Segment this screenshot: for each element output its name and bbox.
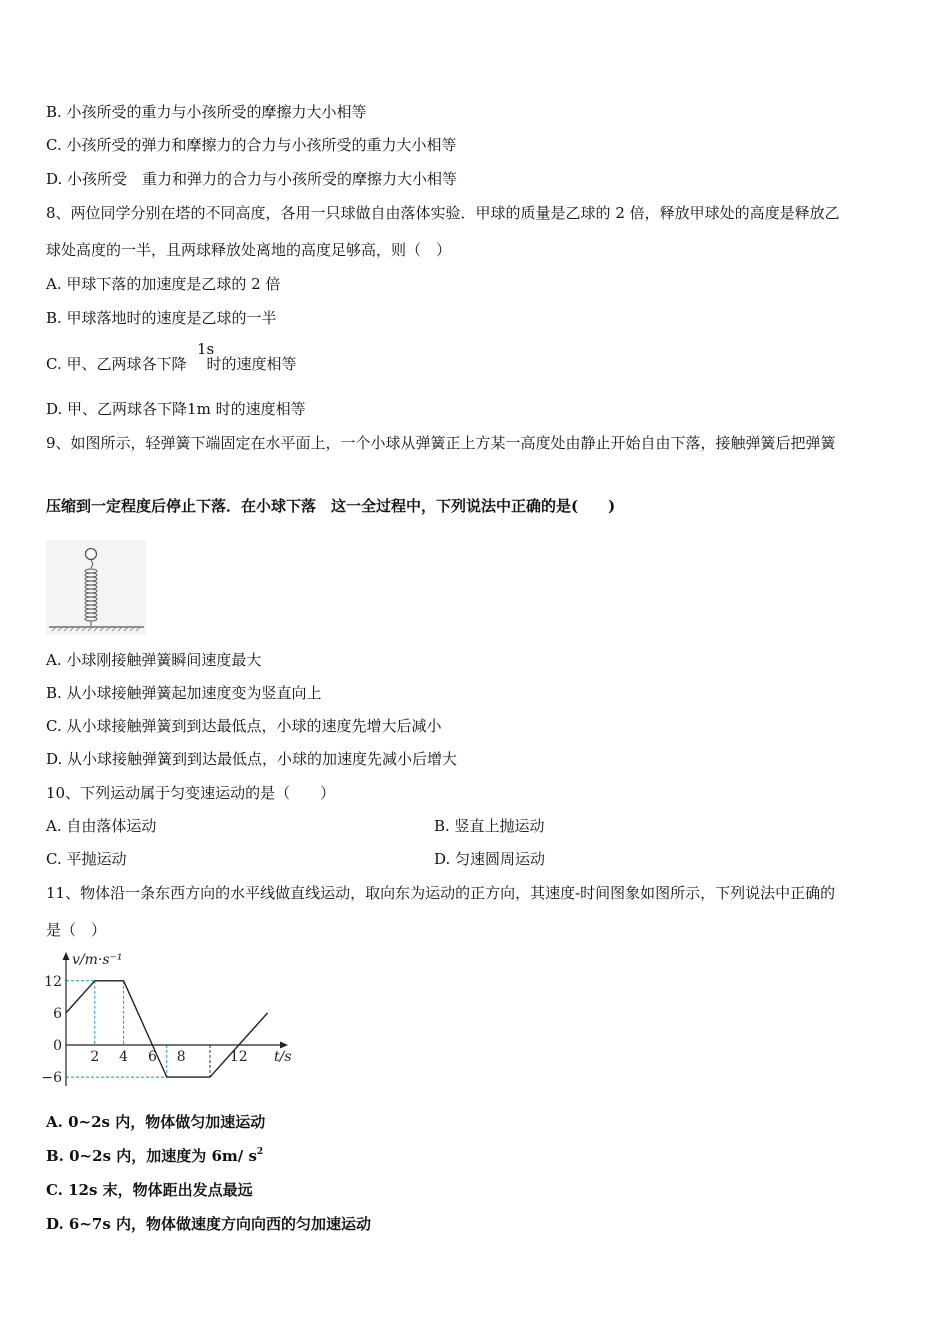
- q8-option-d: D. 甲、乙两球各下降1m 时的速度相等: [46, 400, 306, 418]
- x-tick-label: 6: [147, 1049, 157, 1065]
- q11-option-d: D. 6~7s 内，物体做速度方向向西的匀加速运动: [46, 1215, 372, 1233]
- q7-option-c: C. 小孩所受的弹力和摩擦力的合力与小孩所受的重力大小相等: [46, 136, 457, 154]
- q8-option-a: A. 甲球下落的加速度是乙球的 2 倍: [46, 275, 281, 293]
- q8-stem-line2: 球处高度的一半，且两球释放处离地的高度足够高，则（ ）: [46, 241, 452, 259]
- q10-stem: 10、下列运动属于匀变速运动的是（ ）: [46, 784, 336, 802]
- x-axis-label: t/s: [274, 1049, 292, 1065]
- q8-option-c: [46, 354, 297, 374]
- q9-stem-line2: 压缩到一定程度后停止下落．在小球下落 这一全过程中，下列说法中正确的是( ): [46, 497, 616, 515]
- q11-option-a: A. 0~2s 内，物体做匀加速运动: [46, 1113, 266, 1131]
- y-tick-label: −6: [41, 1070, 62, 1087]
- q8-stem-line1: 8、两位同学分别在塔的不同高度，各用一只球做自由落体实验．甲球的质量是乙球的 2 倍，释放甲球处的高度是释放乙: [46, 204, 840, 222]
- q9-option-a: A. 小球刚接触弹簧瞬间速度最大: [46, 651, 262, 669]
- q11-option-b: [46, 1146, 263, 1166]
- q8-option-c-unit: 1s: [197, 340, 215, 358]
- y-axis-label: v/m·s⁻¹: [72, 952, 123, 968]
- q8-option-c-pre: C. 甲、乙两球各下降: [46, 355, 187, 373]
- q9-option-c: C. 从小球接触弹簧到到达最低点，小球的速度先增大后减小: [46, 717, 442, 735]
- velocity-time-graph: [40, 946, 300, 1096]
- x-tick-label: 2: [90, 1049, 100, 1065]
- y-axis-arrow: [63, 952, 70, 960]
- x-tick-label: 8: [176, 1049, 186, 1065]
- q9-option-b: B. 从小球接触弹簧起加速度变为竖直向上: [46, 684, 322, 702]
- q10-option-a: A. 自由落体运动: [46, 817, 157, 835]
- x-tick-label: 4: [119, 1049, 129, 1065]
- x-axis-arrow: [280, 1042, 288, 1049]
- q11-option-c: C. 12s 末，物体距出发点最远: [46, 1181, 253, 1199]
- q9-option-d: D. 从小球接触弹簧到到达最低点，小球的加速度先减小后增大: [46, 750, 458, 768]
- q11-stem-line1: 11、物体沿一条东西方向的水平线做直线运动，取向东为运动的正方向，其速度-时间图象如图所示，下列说法中正确的: [46, 884, 836, 902]
- y-tick-label: 12: [44, 973, 62, 990]
- y-tick-label: 0: [53, 1038, 62, 1054]
- q11-option-b-text: B. 0~2s 内，加速度为 6m/ s: [46, 1147, 257, 1165]
- q11-stem-line2: 是（ ）: [46, 921, 107, 939]
- q10-option-b: B. 竖直上抛运动: [434, 817, 545, 835]
- graph-axes: [63, 952, 289, 1086]
- q9-stem-line1: 9、如图所示，轻弹簧下端固定在水平面上，一个小球从弹簧正上方某一高度处由静止开始自由下落，接触弹簧后把弹簧: [46, 434, 836, 452]
- q8-option-c-post: 时的速度相等: [206, 355, 297, 373]
- ball: [86, 549, 97, 560]
- q8-option-b: B. 甲球落地时的速度是乙球的一半: [46, 309, 277, 327]
- y-tick-label: 6: [53, 1005, 62, 1022]
- x-tick-label: 12: [229, 1049, 248, 1065]
- q10-option-c: C. 平抛运动: [46, 850, 127, 868]
- spring-figure: [46, 540, 146, 635]
- q10-option-d: D. 匀速圆周运动: [434, 850, 546, 868]
- q7-option-b: B. 小孩所受的重力与小孩所受的摩擦力大小相等: [46, 103, 367, 121]
- q11-option-b-exponent: 2: [256, 1147, 264, 1157]
- graph-guides: [66, 981, 210, 1077]
- q7-option-d: D. 小孩所受 重力和弹力的合力与小孩所受的摩擦力大小相等: [46, 170, 458, 188]
